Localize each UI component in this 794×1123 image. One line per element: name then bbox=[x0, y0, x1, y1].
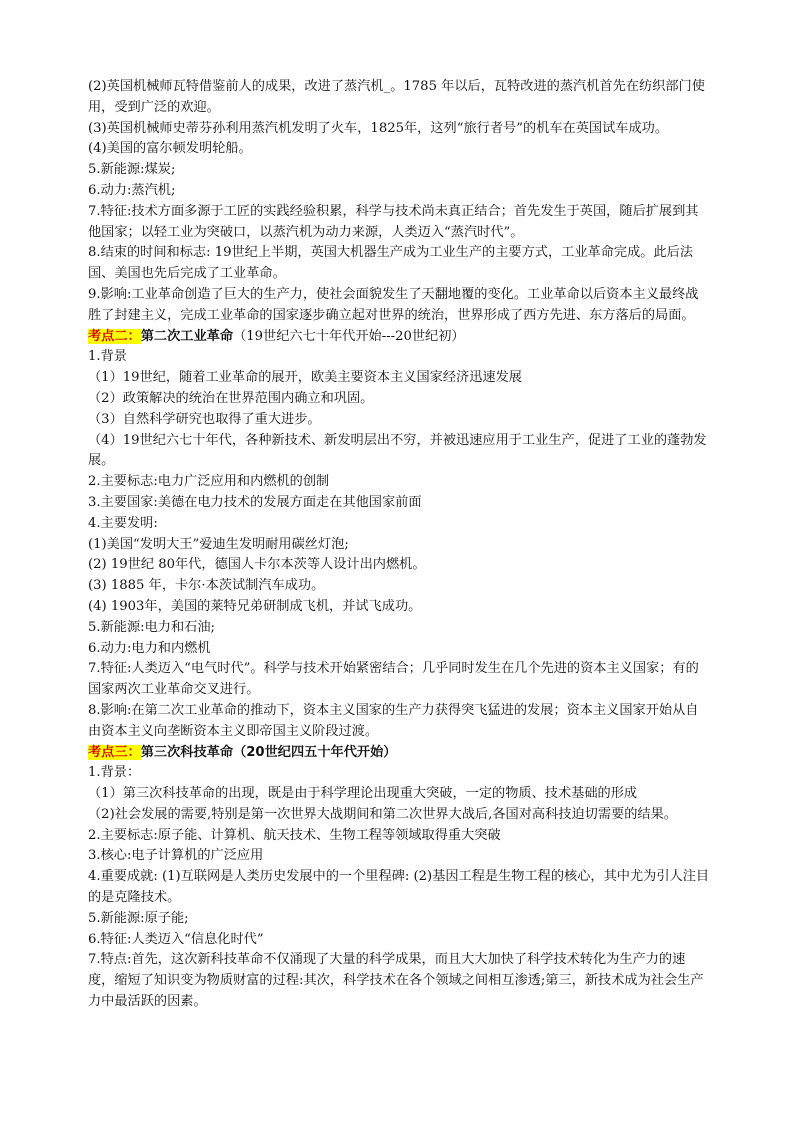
text-line: 5.新能源:原子能; bbox=[88, 910, 189, 926]
section-heading-2 bbox=[88, 327, 710, 348]
section-label: 考点二： bbox=[88, 328, 141, 344]
section-subtitle: （19世纪六七十年代开始---20世纪初） bbox=[233, 328, 465, 344]
text-line: 8.结束的时间和标志: 19世纪上半期，英国大机器生产成为工业生产的主要方式，工业革命完成。此后法国、美国也先后完成了工业革命。 bbox=[88, 245, 694, 282]
text-line: 8.影响:在第二次工业革命的推动下，资本主义国家的生产力获得突飞猛进的发展；资本主义国家开始从自由资本主义向垄断资本主义即帝国主义阶段过渡。 bbox=[88, 702, 699, 739]
text-line: 2.主要标志:原子能、计算机、航天技术、生物工程等领域取得重大突破 bbox=[88, 827, 501, 843]
text-line: 3.核心:电子计算机的广泛应用 bbox=[88, 848, 264, 864]
text-line: （2）政策解决的统治在世界范围内确立和巩固。 bbox=[88, 390, 374, 406]
section-second-industrial-revolution bbox=[88, 347, 710, 742]
section-heading-3 bbox=[88, 743, 710, 764]
text-line: (2)英国机械师瓦特借鉴前人的成果，改进了蒸汽机_。1785 年以后，瓦特改进的蒸汽机首先在纺织部门使用，受到广泛的欢迎。 bbox=[88, 79, 705, 115]
text-line: 6.动力:蒸汽机; bbox=[88, 182, 176, 198]
section-subtitle: （20世纪四五十年代开始） bbox=[233, 744, 397, 760]
section-title: 第二次工业革命 bbox=[140, 328, 234, 344]
text-line: 9.影响:工业革命创造了巨大的生产力，使社会面貌发生了天翻地覆的变化。工业革命以后资本主义最终战胜了封建主义，完成工业革命的国家逐步确立起对世界的统治，世界形成了西方先进、东方落后的局面。 bbox=[88, 286, 699, 323]
section-title: 第三次科技革命 bbox=[140, 744, 234, 760]
text-line: 4.主要发明: bbox=[88, 515, 158, 531]
text-line: （3）自然科学研究也取得了重大进步。 bbox=[88, 411, 321, 427]
text-line: 5.新能源:煤炭; bbox=[88, 162, 176, 178]
text-line: 3.主要国家:美德在电力技术的发展方面走在其他国家前面 bbox=[88, 494, 422, 510]
text-line: （1）19世纪，随着工业革命的展开，欧美主要资本主义国家经济迅速发展 bbox=[88, 370, 522, 386]
text-line: (4) 1903年，美国的莱特兄弟研制成飞机，并试飞成功。 bbox=[88, 598, 422, 614]
text-line: 1.背景： bbox=[88, 765, 141, 781]
text-line: (3) 1885 年，卡尔·本茨试制汽车成功。 bbox=[88, 578, 325, 594]
text-line: （2)社会发展的需要,特别是第一次世界大战期间和第二次世界大战后,各国对高科技迫切需要的结果。 bbox=[88, 806, 677, 822]
text-line: 7.特征:技术方面多源于工匠的实践经验积累，科学与技术尚未真正结合；首先发生于英国，随后扩展到其他国家；以轻工业为突破口，以蒸汽机为动力来源，人类迈入“蒸汽时代”。 bbox=[88, 203, 699, 240]
text-line: 6.动力:电力和内燃机 bbox=[88, 640, 211, 656]
section-label: 考点三： bbox=[88, 744, 141, 760]
section-third-tech-revolution bbox=[88, 763, 710, 1013]
text-line: 2.主要标志:电力广泛应用和内燃机的创制 bbox=[88, 474, 330, 490]
text-line: (4)美国的富尔顿发明轮船。 bbox=[88, 141, 252, 157]
text-line: 4.重要成就: (1)互联网是人类历史发展中的一个里程碑: (2)基因工程是生物工程的核心，其中尤为引人注目的是克隆技术。 bbox=[88, 869, 710, 906]
text-line: 5.新能源:电力和石油; bbox=[88, 619, 215, 635]
text-line: (3)英国机械师史蒂芬孙利用蒸汽机发明了火车，1825年，这列“旅行者号”的机车在英国试车成功。 bbox=[88, 120, 669, 136]
text-line: 7.特征:人类迈入“电气时代”。科学与技术开始紧密结合；几乎同时发生在几个先进的资本主义国家；有的国家两次工业革命交叉进行。 bbox=[88, 661, 699, 698]
section-first-industrial-revolution-tail bbox=[88, 77, 710, 327]
text-line: (1)美国“发明大王”爱迪生发明耐用碳丝灯泡; bbox=[88, 536, 349, 552]
text-line: 7.特点:首先，这次新科技革命不仅涌现了大量的科学成果，而且大大加快了科学技术转化为生产力的速度，缩短了知识变为物质财富的过程:其次，科学技术在各个领域之间相互渗透;第三，新技术成为社会生产力中最活跃的因素。 bbox=[88, 952, 704, 1010]
text-line: （1）第三次科技革命的出现，既是由于科学理论出现重大突破，一定的物质、技术基础的形成 bbox=[88, 786, 638, 802]
text-line: 1.背景 bbox=[88, 349, 127, 365]
text-line: (2) 19世纪 80年代，德国人卡尔本茨等人设计出内燃机。 bbox=[88, 557, 426, 573]
text-line: （4）19世纪六七十年代，各种新技术、新发明层出不穷，并被迅速应用于工业生产，促进了工业的蓬勃发展。 bbox=[88, 432, 707, 469]
text-line: 6.特征:人类迈入“信息化时代” bbox=[88, 931, 264, 947]
